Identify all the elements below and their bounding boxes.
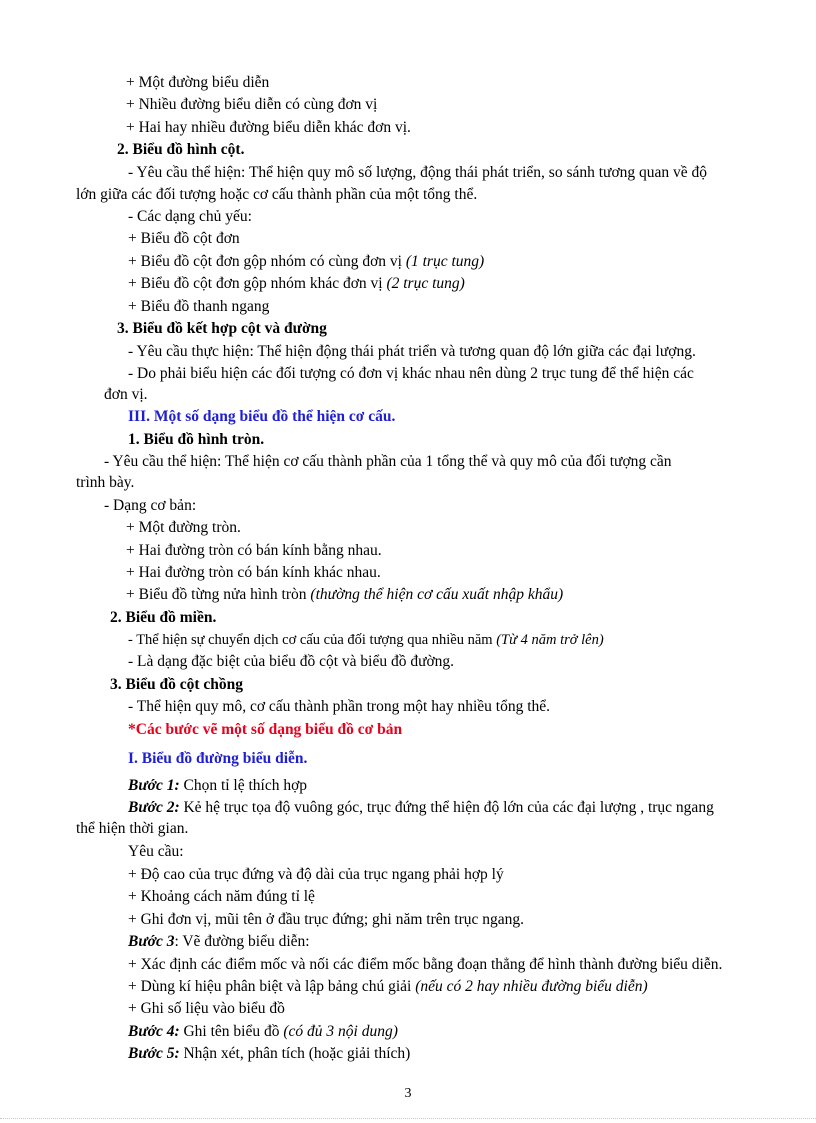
paragraph-line: thể hiện thời gian. bbox=[76, 820, 189, 837]
list-item-text: + Dùng kí hiệu phân biệt và lập bảng chú giải bbox=[128, 978, 416, 995]
paragraph-line: - Yêu cầu thể hiện: Thể hiện cơ cấu thành phần của 1 tổng thể và quy mô của đối tượng cần bbox=[104, 453, 672, 470]
list-item: + Biểu đồ cột đơn bbox=[128, 230, 240, 247]
step-note: (có đủ 3 nội dung) bbox=[283, 1023, 398, 1040]
section-heading: 2. Biểu đồ miền. bbox=[110, 609, 217, 626]
step-text: Nhận xét, phân tích (hoặc giải thích) bbox=[179, 1045, 411, 1062]
paragraph-note: (Từ 4 năm trở lên) bbox=[496, 632, 604, 648]
step-line bbox=[128, 1045, 410, 1063]
paragraph-line: đơn vị. bbox=[104, 386, 148, 403]
list-item: + Hai đường tròn có bán kính khác nhau. bbox=[126, 564, 381, 581]
list-item bbox=[128, 978, 648, 996]
list-item: + Ghi số liệu vào biểu đồ bbox=[128, 1000, 285, 1017]
list-item: + Một đường biểu diễn bbox=[126, 74, 270, 91]
list-item-text: + Biểu đồ cột đơn gộp nhóm có cùng đơn vị bbox=[128, 253, 406, 270]
step-label: Bước 2: bbox=[128, 799, 180, 816]
step-label: Bước 3 bbox=[128, 933, 175, 950]
list-item: + Hai đường tròn có bán kính bằng nhau. bbox=[126, 542, 382, 559]
step-line bbox=[128, 799, 714, 817]
page-number: 3 bbox=[404, 1086, 412, 1101]
list-item-note: (thường thể hiện cơ cấu xuất nhập khẩu) bbox=[310, 586, 564, 603]
list-item: + Biểu đồ thanh ngang bbox=[128, 298, 270, 315]
paragraph-line: Yêu cầu: bbox=[128, 843, 184, 860]
step-line bbox=[128, 1023, 398, 1041]
list-item: + Xác định các điểm mốc và nối các điểm mốc bằng đoạn thẳng để hình thành đường biểu diễn. bbox=[128, 956, 723, 973]
step-label: Bước 5: bbox=[128, 1045, 180, 1062]
paragraph-line: - Các dạng chủ yếu: bbox=[128, 208, 252, 225]
step-text: Kẻ hệ trục tọa độ vuông góc, trục đứng thể hiện độ lớn của các đại lượng , trục ngang bbox=[179, 799, 714, 816]
list-item: + Khoảng cách năm đúng tỉ lệ bbox=[128, 888, 315, 905]
paragraph-line: lớn giữa các đối tượng hoặc cơ cấu thành phần của một tổng thể. bbox=[76, 186, 478, 203]
list-item-note: (nếu có 2 hay nhiều đường biểu diễn) bbox=[415, 978, 648, 995]
list-item bbox=[128, 275, 465, 293]
step-label: Bước 4: bbox=[128, 1023, 180, 1040]
section-heading: 3. Biểu đồ kết hợp cột và đường bbox=[117, 320, 327, 337]
paragraph-line: - Yêu cầu thể hiện: Thể hiện quy mô số lượng, động thái phát triển, so sánh tương quan về độ bbox=[128, 164, 708, 181]
step-text: : Vẽ đường biểu diễn: bbox=[174, 933, 310, 950]
list-item: + Ghi đơn vị, mũi tên ở đầu trục đứng; ghi năm trên trục ngang. bbox=[128, 911, 524, 928]
list-item-note: (2 trục tung) bbox=[386, 275, 465, 292]
section-heading: 3. Biểu đồ cột chồng bbox=[110, 676, 244, 693]
paragraph-line: - Do phải biểu hiện các đối tượng có đơn vị khác nhau nên dùng 2 trục tung để thể hiện các bbox=[128, 365, 694, 382]
list-item bbox=[126, 586, 563, 604]
paragraph-text: - Thể hiện sự chuyển dịch cơ cấu của đối tượng qua nhiều năm bbox=[128, 632, 497, 648]
paragraph-line: - Là dạng đặc biệt của biểu đồ cột và biểu đồ đường. bbox=[128, 653, 455, 670]
paragraph-line bbox=[128, 631, 604, 649]
list-item bbox=[128, 253, 484, 271]
paragraph-line: - Yêu cầu thực hiện: Thể hiện động thái phát triển và tương quan độ lớn giữa các đại lượng. bbox=[128, 343, 696, 360]
section-heading: 2. Biểu đồ hình cột. bbox=[117, 141, 245, 158]
paragraph-line: - Thể hiện quy mô, cơ cấu thành phần trong một hay nhiều tổng thể. bbox=[128, 698, 551, 715]
list-item: + Một đường tròn. bbox=[126, 519, 241, 536]
paragraph-line: - Dạng cơ bản: bbox=[104, 497, 197, 514]
section-heading: 1. Biểu đồ hình tròn. bbox=[128, 431, 265, 448]
section-title: I. Biểu đồ đường biểu diễn. bbox=[128, 750, 308, 767]
list-item-text: + Biểu đồ từng nửa hình tròn bbox=[126, 586, 311, 603]
section-title: III. Một số dạng biểu đồ thể hiện cơ cấu. bbox=[128, 408, 396, 425]
step-text: Chọn tỉ lệ thích hợp bbox=[179, 777, 308, 794]
list-item: + Độ cao của trục đứng và độ dài của trục ngang phải hợp lý bbox=[128, 866, 504, 883]
list-item-text: + Biểu đồ cột đơn gộp nhóm khác đơn vị bbox=[128, 275, 387, 292]
list-item: + Hai hay nhiều đường biểu diễn khác đơn vị. bbox=[126, 119, 411, 136]
step-line bbox=[128, 933, 310, 951]
page-bottom-border bbox=[0, 1118, 816, 1119]
list-item: + Nhiều đường biểu diễn có cùng đơn vị bbox=[126, 96, 378, 113]
highlight-heading: *Các bước vẽ một số dạng biểu đồ cơ bản bbox=[128, 721, 403, 738]
step-line bbox=[128, 777, 307, 795]
list-item-note: (1 trục tung) bbox=[405, 253, 485, 270]
paragraph-line: trình bày. bbox=[76, 474, 135, 491]
step-text: Ghi tên biểu đồ bbox=[179, 1023, 284, 1040]
step-label: Bước 1: bbox=[128, 777, 180, 794]
